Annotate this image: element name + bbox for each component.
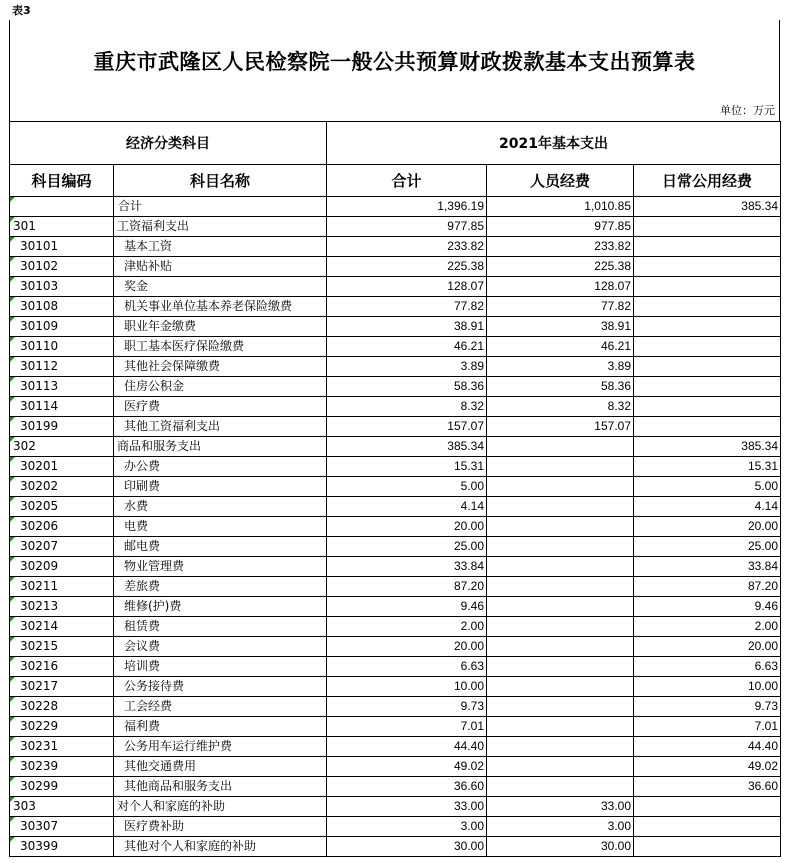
row-name: 合计: [114, 197, 327, 217]
cell-marker-icon: [10, 357, 15, 362]
row-code-text: 30207: [20, 539, 59, 553]
table-row: [10, 197, 781, 217]
header-name: 科目名称: [114, 165, 327, 197]
row-personnel: [487, 477, 634, 497]
row-code-text: 30213: [20, 599, 59, 613]
row-code: [10, 257, 114, 277]
table-number-label: 表3: [12, 4, 31, 17]
table-row: [10, 497, 781, 517]
row-personnel: [487, 677, 634, 697]
table-row: [10, 677, 781, 697]
row-total: 46.21: [327, 337, 487, 357]
row-personnel: 46.21: [487, 337, 634, 357]
row-code-text: 30239: [20, 759, 59, 773]
row-total: 385.34: [327, 437, 487, 457]
row-code: [10, 537, 114, 557]
cell-marker-icon: [10, 297, 15, 302]
page-title: 重庆市武隆区人民检察院一般公共预算财政拨款基本支出预算表: [93, 50, 696, 74]
row-code: [10, 397, 114, 417]
row-code: [10, 337, 114, 357]
row-total: 8.32: [327, 397, 487, 417]
row-personnel: 128.07: [487, 277, 634, 297]
title-area: [9, 20, 780, 121]
row-personnel: [487, 517, 634, 537]
row-total: 2.00: [327, 617, 487, 637]
cell-marker-icon: [10, 697, 15, 702]
row-personnel: [487, 697, 634, 717]
row-total: 87.20: [327, 577, 487, 597]
cell-marker-icon: [10, 657, 15, 662]
row-name: 差旅费: [114, 577, 327, 597]
row-code-text: 30113: [20, 379, 59, 393]
row-name: 住房公积金: [114, 377, 327, 397]
cell-marker-icon: [10, 257, 15, 262]
row-personnel: [487, 457, 634, 477]
table-row: [10, 717, 781, 737]
row-code: [10, 677, 114, 697]
row-name: 奖金: [114, 277, 327, 297]
table-row: [10, 477, 781, 497]
table-row: [10, 457, 781, 477]
cell-marker-icon: [10, 397, 15, 402]
cell-marker-icon: [10, 377, 15, 382]
row-code-text: 30112: [20, 359, 59, 373]
cell-marker-icon: [10, 197, 15, 202]
row-total: 44.40: [327, 737, 487, 757]
row-total: 77.82: [327, 297, 487, 317]
header-code: 科目编码: [10, 165, 114, 197]
table-row: [10, 537, 781, 557]
cell-marker-icon: [10, 317, 15, 322]
row-code: [10, 637, 114, 657]
row-total: 33.00: [327, 797, 487, 817]
row-public: [634, 297, 781, 317]
table-row: [10, 437, 781, 457]
row-name: 邮电费: [114, 537, 327, 557]
row-code: [10, 697, 114, 717]
row-total: 1,396.19: [327, 197, 487, 217]
row-total: 4.14: [327, 497, 487, 517]
row-public: [634, 237, 781, 257]
cell-marker-icon: [10, 777, 15, 782]
row-public: 44.40: [634, 737, 781, 757]
row-total: 233.82: [327, 237, 487, 257]
row-total: 128.07: [327, 277, 487, 297]
row-name: 工资福利支出: [114, 217, 327, 237]
table-row: [10, 517, 781, 537]
row-public: 7.01: [634, 717, 781, 737]
cell-marker-icon: [10, 237, 15, 242]
row-code: [10, 777, 114, 797]
row-name: 其他对个人和家庭的补助: [114, 837, 327, 857]
table-row: [10, 577, 781, 597]
row-code: [10, 477, 114, 497]
row-code-text: 30108: [20, 299, 59, 313]
header-basic-expenditure: 2021年基本支出: [327, 122, 781, 165]
table-row: [10, 317, 781, 337]
cell-marker-icon: [10, 337, 15, 342]
row-personnel: 30.00: [487, 837, 634, 857]
row-total: 20.00: [327, 517, 487, 537]
row-code: [10, 517, 114, 537]
row-code-text: 30102: [20, 259, 59, 273]
row-personnel: [487, 757, 634, 777]
row-public: [634, 357, 781, 377]
table-body: [10, 197, 781, 857]
row-personnel: 3.00: [487, 817, 634, 837]
row-public: [634, 277, 781, 297]
row-public: 385.34: [634, 437, 781, 457]
table-row: [10, 637, 781, 657]
row-code: [10, 497, 114, 517]
row-name: 培训费: [114, 657, 327, 677]
row-code-text: 30307: [20, 819, 59, 833]
row-name: 其他社会保障缴费: [114, 357, 327, 377]
row-total: 225.38: [327, 257, 487, 277]
row-code-text: 30201: [20, 459, 59, 473]
row-code-text: 301: [13, 219, 36, 233]
row-public: 6.63: [634, 657, 781, 677]
row-name: 基本工资: [114, 237, 327, 257]
row-code-text: 30110: [20, 339, 59, 353]
row-total: 9.73: [327, 697, 487, 717]
row-personnel: [487, 717, 634, 737]
table-row: [10, 817, 781, 837]
cell-marker-icon: [10, 577, 15, 582]
row-code-text: 30114: [20, 399, 59, 413]
cell-marker-icon: [10, 757, 15, 762]
cell-marker-icon: [10, 597, 15, 602]
row-name: 电费: [114, 517, 327, 537]
row-personnel: 8.32: [487, 397, 634, 417]
row-code-text: 303: [13, 799, 36, 813]
row-code-text: 302: [13, 439, 36, 453]
table-row: [10, 777, 781, 797]
row-public: [634, 837, 781, 857]
row-personnel: [487, 537, 634, 557]
row-personnel: 33.00: [487, 797, 634, 817]
row-personnel: [487, 577, 634, 597]
row-name: 医疗费: [114, 397, 327, 417]
row-total: 36.60: [327, 777, 487, 797]
row-personnel: [487, 617, 634, 637]
row-code: [10, 437, 114, 457]
cell-marker-icon: [10, 497, 15, 502]
row-total: 30.00: [327, 837, 487, 857]
row-total: 6.63: [327, 657, 487, 677]
row-personnel: [487, 557, 634, 577]
row-personnel: [487, 497, 634, 517]
row-public: 33.84: [634, 557, 781, 577]
table-row: [10, 377, 781, 397]
table-row: [10, 417, 781, 437]
row-public: [634, 817, 781, 837]
unit-label: 单位：万元: [720, 104, 775, 117]
row-code: [10, 797, 114, 817]
row-code: [10, 717, 114, 737]
row-personnel: 3.89: [487, 357, 634, 377]
row-code: [10, 577, 114, 597]
row-name: 水费: [114, 497, 327, 517]
cell-marker-icon: [10, 277, 15, 282]
table-row: [10, 237, 781, 257]
row-code: [10, 357, 114, 377]
header-row-group: [10, 122, 781, 165]
row-name: 福利费: [114, 717, 327, 737]
header-personnel: 人员经费: [487, 165, 634, 197]
row-public: [634, 337, 781, 357]
table-row: [10, 357, 781, 377]
row-code-text: 30215: [20, 639, 59, 653]
cell-marker-icon: [10, 677, 15, 682]
cell-marker-icon: [10, 717, 15, 722]
row-name: 其他工资福利支出: [114, 417, 327, 437]
row-code: [10, 757, 114, 777]
row-personnel: [487, 437, 634, 457]
cell-marker-icon: [10, 477, 15, 482]
row-code-text: 30211: [20, 579, 59, 593]
row-code-text: 30206: [20, 519, 59, 533]
table-row: [10, 297, 781, 317]
table-row: [10, 757, 781, 777]
row-total: 3.00: [327, 817, 487, 837]
row-personnel: 233.82: [487, 237, 634, 257]
row-code: [10, 197, 114, 217]
row-personnel: 58.36: [487, 377, 634, 397]
row-code-text: 30205: [20, 499, 59, 513]
row-public: 10.00: [634, 677, 781, 697]
table-row: [10, 397, 781, 417]
table-row: [10, 277, 781, 297]
row-total: 58.36: [327, 377, 487, 397]
row-code-text: 30101: [20, 239, 59, 253]
row-total: 9.46: [327, 597, 487, 617]
row-name: 会议费: [114, 637, 327, 657]
row-code-text: 30109: [20, 319, 59, 333]
row-name: 工会经费: [114, 697, 327, 717]
row-personnel: 38.91: [487, 317, 634, 337]
row-public: [634, 397, 781, 417]
row-total: 5.00: [327, 477, 487, 497]
row-total: 20.00: [327, 637, 487, 657]
cell-marker-icon: [10, 217, 15, 222]
row-public: [634, 377, 781, 397]
row-code: [10, 237, 114, 257]
row-personnel: [487, 637, 634, 657]
cell-marker-icon: [10, 557, 15, 562]
row-code: [10, 557, 114, 577]
cell-marker-icon: [10, 817, 15, 822]
row-public: [634, 217, 781, 237]
row-public: 9.73: [634, 697, 781, 717]
table-row: [10, 557, 781, 577]
row-name: 办公费: [114, 457, 327, 477]
table-row: [10, 697, 781, 717]
row-name: 物业管理费: [114, 557, 327, 577]
row-total: 157.07: [327, 417, 487, 437]
row-public: [634, 417, 781, 437]
row-total: 25.00: [327, 537, 487, 557]
cell-marker-icon: [10, 617, 15, 622]
row-code: [10, 597, 114, 617]
row-public: 15.31: [634, 457, 781, 477]
table-row: [10, 597, 781, 617]
row-code: [10, 657, 114, 677]
row-name: 商品和服务支出: [114, 437, 327, 457]
row-public: [634, 257, 781, 277]
row-public: [634, 797, 781, 817]
table-row: [10, 737, 781, 757]
row-personnel: 1,010.85: [487, 197, 634, 217]
cell-marker-icon: [10, 517, 15, 522]
row-public: 20.00: [634, 517, 781, 537]
row-code: [10, 457, 114, 477]
header-public: 日常公用经费: [634, 165, 781, 197]
row-personnel: 977.85: [487, 217, 634, 237]
row-code-text: 30217: [20, 679, 59, 693]
row-name: 维修(护)费: [114, 597, 327, 617]
row-personnel: [487, 737, 634, 757]
row-total: 977.85: [327, 217, 487, 237]
row-public: 20.00: [634, 637, 781, 657]
cell-marker-icon: [10, 457, 15, 462]
row-code-text: 30229: [20, 719, 59, 733]
row-total: 3.89: [327, 357, 487, 377]
row-total: 15.31: [327, 457, 487, 477]
row-public: 49.02: [634, 757, 781, 777]
row-code: [10, 377, 114, 397]
row-code-text: 30216: [20, 659, 59, 673]
row-name: 租赁费: [114, 617, 327, 637]
header-economic-category: 经济分类科目: [10, 122, 327, 165]
row-name: 机关事业单位基本养老保险缴费: [114, 297, 327, 317]
row-code: [10, 617, 114, 637]
row-public: 87.20: [634, 577, 781, 597]
row-total: 38.91: [327, 317, 487, 337]
row-name: 医疗费补助: [114, 817, 327, 837]
budget-table: [9, 121, 781, 857]
row-name: 公务用车运行维护费: [114, 737, 327, 757]
row-total: 33.84: [327, 557, 487, 577]
row-public: 2.00: [634, 617, 781, 637]
row-name: 职业年金缴费: [114, 317, 327, 337]
row-name: 印刷费: [114, 477, 327, 497]
row-public: [634, 317, 781, 337]
row-total: 10.00: [327, 677, 487, 697]
header-row-columns: [10, 165, 781, 197]
table-row: [10, 217, 781, 237]
cell-marker-icon: [10, 417, 15, 422]
row-public: 4.14: [634, 497, 781, 517]
row-personnel: [487, 657, 634, 677]
table-row: [10, 797, 781, 817]
table-row: [10, 837, 781, 857]
row-name: 其他商品和服务支出: [114, 777, 327, 797]
row-public: 9.46: [634, 597, 781, 617]
cell-marker-icon: [10, 637, 15, 642]
row-name: 其他交通费用: [114, 757, 327, 777]
row-personnel: 77.82: [487, 297, 634, 317]
cell-marker-icon: [10, 737, 15, 742]
row-code: [10, 817, 114, 837]
table-row: [10, 257, 781, 277]
row-personnel: 157.07: [487, 417, 634, 437]
table-row: [10, 657, 781, 677]
row-code: [10, 417, 114, 437]
row-code: [10, 737, 114, 757]
row-name: 津贴补贴: [114, 257, 327, 277]
row-code: [10, 217, 114, 237]
row-code-text: 30209: [20, 559, 59, 573]
row-public: 36.60: [634, 777, 781, 797]
row-code: [10, 297, 114, 317]
row-personnel: [487, 597, 634, 617]
row-code-text: 30399: [20, 839, 59, 853]
row-public: 385.34: [634, 197, 781, 217]
cell-marker-icon: [10, 797, 15, 802]
row-code: [10, 317, 114, 337]
row-personnel: [487, 777, 634, 797]
cell-marker-icon: [10, 837, 15, 842]
row-public: 5.00: [634, 477, 781, 497]
row-total: 7.01: [327, 717, 487, 737]
row-total: 49.02: [327, 757, 487, 777]
row-code: [10, 837, 114, 857]
table-row: [10, 617, 781, 637]
row-code-text: 30299: [20, 779, 59, 793]
row-code: [10, 277, 114, 297]
row-code-text: 30214: [20, 619, 59, 633]
row-code-text: 30103: [20, 279, 59, 293]
row-public: 25.00: [634, 537, 781, 557]
row-code-text: 30199: [20, 419, 59, 433]
row-name: 对个人和家庭的补助: [114, 797, 327, 817]
row-code-text: 30202: [20, 479, 59, 493]
row-code-text: 30231: [20, 739, 59, 753]
header-total: 合计: [327, 165, 487, 197]
cell-marker-icon: [10, 537, 15, 542]
row-code-text: 30228: [20, 699, 59, 713]
cell-marker-icon: [10, 437, 15, 442]
row-personnel: 225.38: [487, 257, 634, 277]
row-name: 职工基本医疗保险缴费: [114, 337, 327, 357]
table-row: [10, 337, 781, 357]
row-name: 公务接待费: [114, 677, 327, 697]
